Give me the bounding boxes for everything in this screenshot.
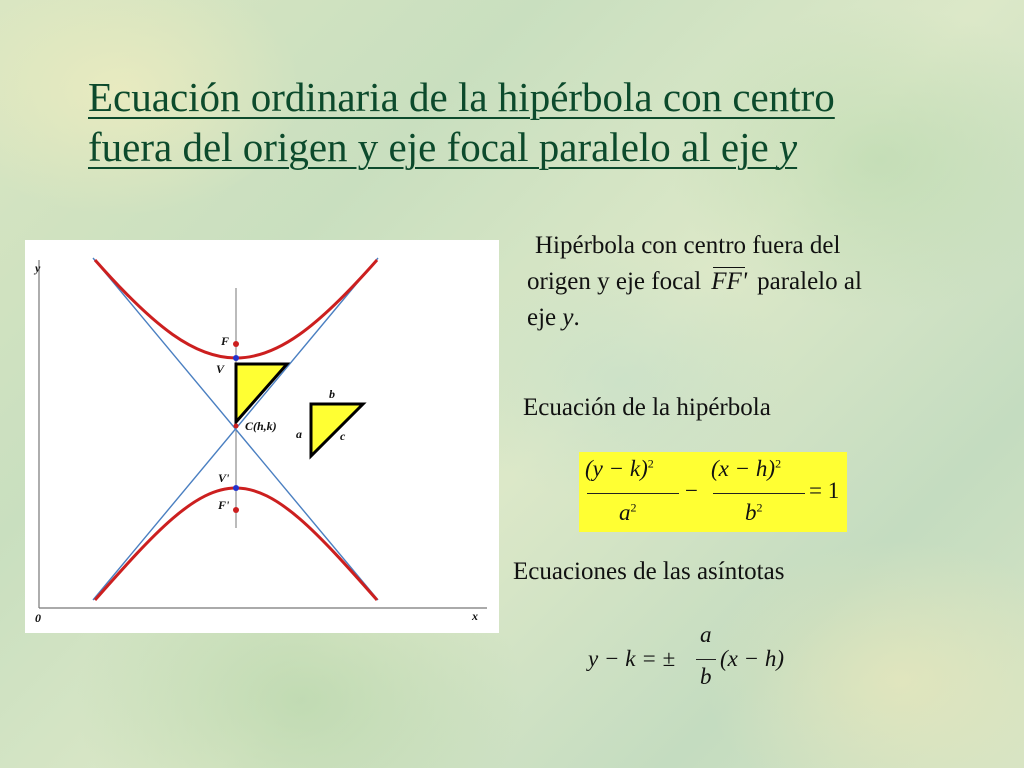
eq-fraction-bar-2 xyxy=(713,493,805,494)
desc-part-3: paralelo al xyxy=(757,268,862,295)
vertex-prime-point xyxy=(233,485,239,491)
x-axis-label: x xyxy=(472,609,478,623)
eq-num-2: $(x - h)^2$ xyxy=(711,456,782,481)
eq-fraction-bar-1 xyxy=(587,493,679,494)
vertex-label: V xyxy=(216,362,225,376)
eq-rhs: = 1 xyxy=(809,478,840,503)
focus-label: F xyxy=(221,334,230,348)
title-line-1: Ecuación ordinaria de la hipérbola con centro xyxy=(88,74,835,120)
asym-lhs: y − k = ± xyxy=(588,646,676,671)
focus-prime-label: F' xyxy=(218,498,230,512)
eq-den-2: $b^2$ xyxy=(745,500,763,525)
vertex-point xyxy=(233,355,239,361)
equation-label: Ecuación de la hipérbola xyxy=(523,394,771,421)
asym-fraction-bar xyxy=(696,659,716,660)
vertex-triangle xyxy=(236,364,287,422)
desc-part-4: eje xyxy=(527,304,563,331)
hyperbola-equation xyxy=(579,452,847,532)
segment-ff: FF' xyxy=(711,268,748,295)
eq-num-1: $(y - k)^2$ xyxy=(585,456,654,481)
center-point xyxy=(234,424,239,429)
side-b-label: b xyxy=(329,387,335,401)
desc-var-y: y xyxy=(562,304,574,331)
focus-point xyxy=(233,341,239,347)
title-line-2: fuera del origen y eje focal paralelo al eje y xyxy=(88,124,798,170)
desc-part-2: origen y eje focal xyxy=(527,268,702,295)
hyperbola-diagram xyxy=(25,240,499,633)
title-var-y: y xyxy=(778,124,798,170)
asymptotes-label: Ecuaciones de las asíntotas xyxy=(513,558,785,585)
eq-minus: − xyxy=(685,478,698,503)
asym-rhs: (x − h) xyxy=(720,646,785,671)
description: Hipérbola con centro fuera del origen y eje focal FF' paralelo al eje y. xyxy=(527,232,862,331)
center-label: C(h,k) xyxy=(245,419,277,433)
side-c-label: c xyxy=(340,429,346,443)
origin-label: 0 xyxy=(35,611,41,625)
asym-num: a xyxy=(700,622,712,647)
asymptote-equation xyxy=(588,622,818,698)
hyperbola-figure xyxy=(25,240,499,633)
asym-den: b xyxy=(700,664,712,689)
y-axis-label: y xyxy=(35,261,41,275)
vertex-prime-label: V' xyxy=(218,471,230,485)
side-a-label: a xyxy=(296,427,302,441)
desc-part-1: Hipérbola con centro fuera del xyxy=(535,232,841,259)
page-title xyxy=(88,72,948,172)
focus-prime-point xyxy=(233,507,239,513)
abc-triangle xyxy=(311,404,363,456)
eq-den-1: $a^2$ xyxy=(619,500,637,525)
